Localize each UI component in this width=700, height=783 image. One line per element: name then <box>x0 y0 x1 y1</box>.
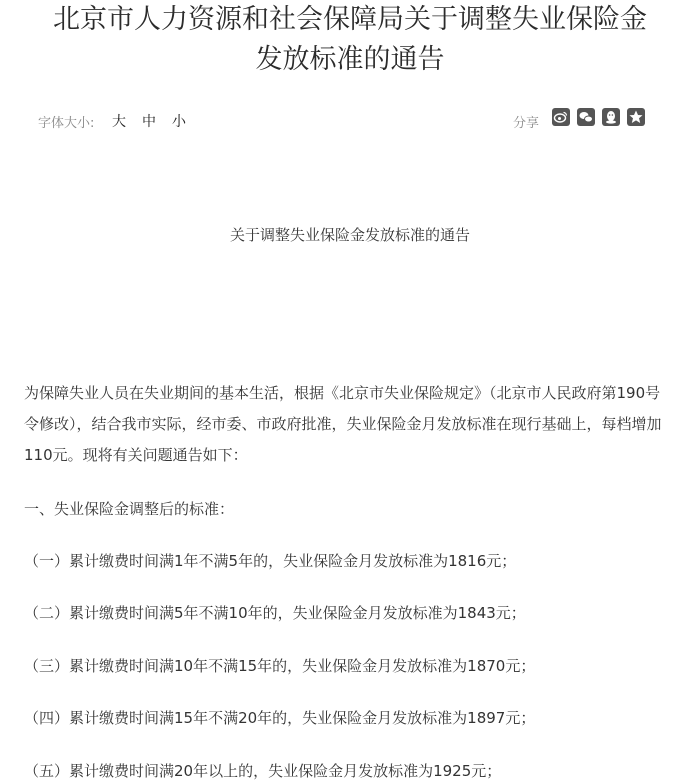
font-size-medium-button[interactable]: 中 <box>142 114 156 130</box>
list-item: （一）累计缴费时间满1年不满5年的，失业保险金月发放标准为1816元； <box>24 552 517 570</box>
font-size-options <box>112 111 202 131</box>
page-title-line-2: 发放标准的通告 <box>255 44 445 75</box>
list-item: （三）累计缴费时间满10年不满15年的，失业保险金月发放标准为1870元； <box>24 657 536 675</box>
list-item: （五）累计缴费时间满20年以上的，失业保险金月发放标准为1925元； <box>24 762 502 780</box>
font-size-small-button[interactable]: 小 <box>172 114 186 130</box>
list-item: （四）累计缴费时间满15年不满20年的，失业保险金月发放标准为1897元； <box>24 709 536 727</box>
wechat-icon[interactable] <box>577 108 595 126</box>
list-item: （二）累计缴费时间满5年不满10年的，失业保险金月发放标准为1843元； <box>24 604 526 622</box>
font-size-label: 字体大小: <box>38 116 95 131</box>
weibo-icon[interactable] <box>552 108 570 126</box>
document-subtitle: 关于调整失业保险金发放标准的通告 <box>229 226 470 244</box>
share-label: 分享 <box>513 116 540 131</box>
font-size-large-button[interactable]: 大 <box>112 114 126 130</box>
section-heading: 一、失业保险金调整后的标准： <box>24 500 235 518</box>
qzone-icon[interactable] <box>627 108 645 126</box>
article-toolbar <box>0 108 700 134</box>
page-title <box>0 0 700 80</box>
qq-icon[interactable] <box>602 108 620 126</box>
article-body <box>24 378 664 780</box>
intro-paragraph: 为保障失业人员在失业期间的基本生活，根据《北京市失业保险规定》（北京市人民政府第190号令修改），结合我市实际，经市委、市政府批准，失业保险金月发放标准在现行基础上，每档增加110元。现将有关问题通告如下： <box>24 384 662 464</box>
share-icons <box>552 108 652 126</box>
page-title-line-1: 北京市人力资源和社会保障局关于调整失业保险金 <box>53 4 647 35</box>
